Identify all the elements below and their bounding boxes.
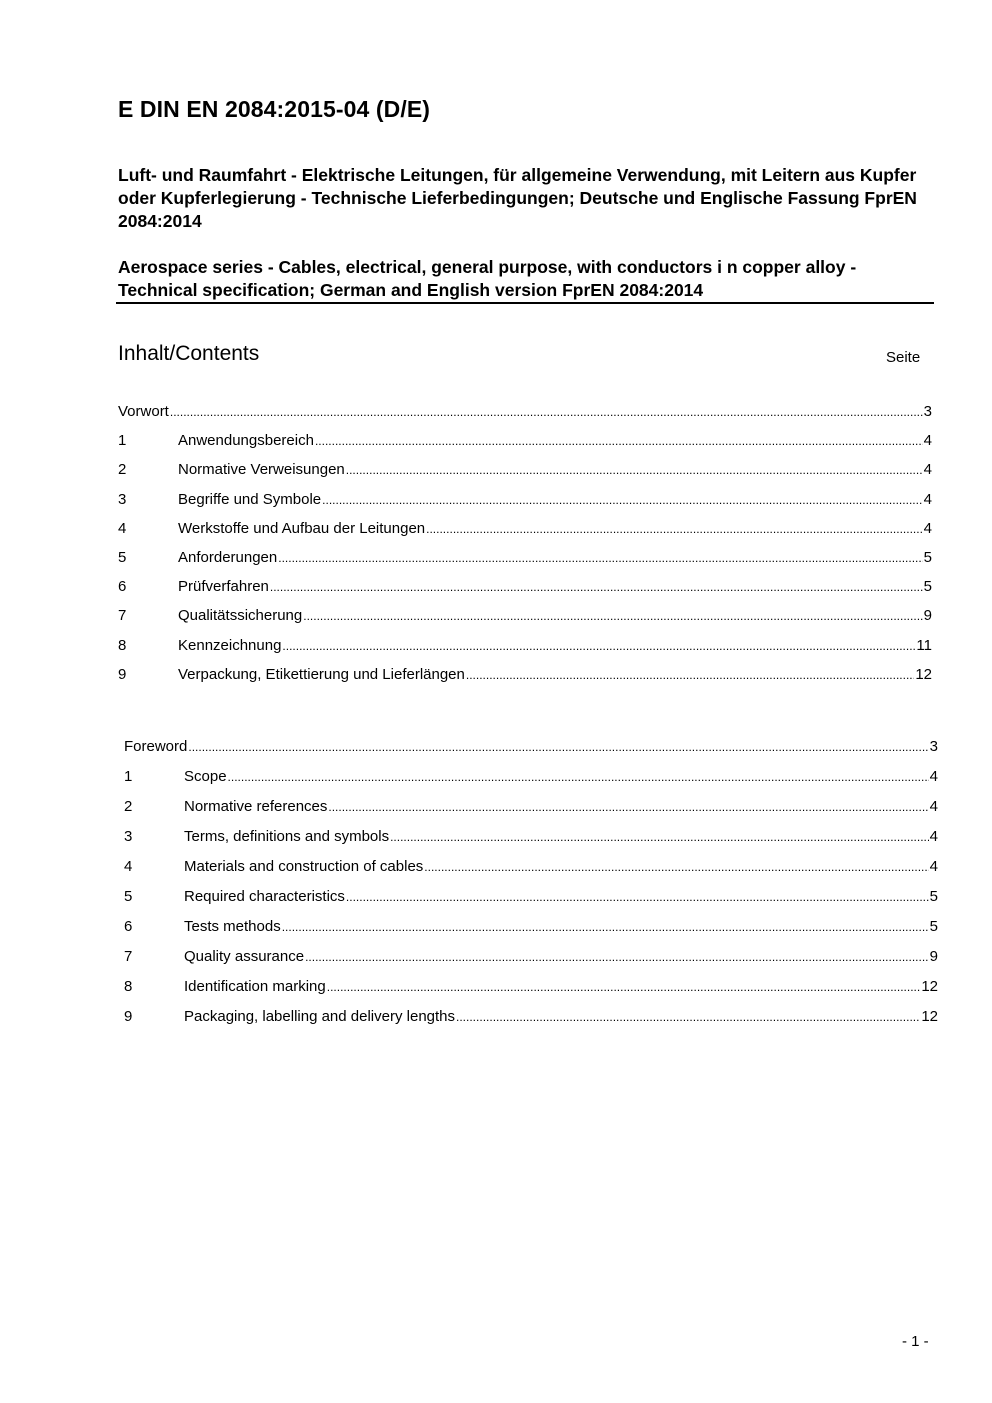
toc-entry[interactable] xyxy=(118,606,932,626)
toc-leader-dots xyxy=(322,490,923,510)
toc-entry-number: 5 xyxy=(118,549,127,566)
toc-entry-number: 6 xyxy=(124,918,133,935)
toc-entry-number: 9 xyxy=(118,665,127,683)
toc-entry-number: 8 xyxy=(118,636,127,654)
toc-entry-page: 9 xyxy=(929,948,938,965)
toc-entry-label: Materials and construction of cables xyxy=(184,858,424,875)
toc-leader-dots xyxy=(346,460,923,480)
toc-leader-dots xyxy=(328,797,928,817)
toc-leader-dots xyxy=(188,737,928,757)
toc-entry-label: Required characteristics xyxy=(184,888,345,905)
toc-entry[interactable] xyxy=(124,767,938,787)
toc-leader-dots xyxy=(282,636,915,656)
toc-leader-dots xyxy=(390,827,929,847)
toc-entry[interactable] xyxy=(124,947,938,967)
toc-leader-dots xyxy=(456,1007,920,1027)
toc-entry[interactable] xyxy=(118,519,932,539)
toc-entry-label: Kennzeichnung xyxy=(178,636,282,654)
toc-entry-page: 5 xyxy=(923,578,932,596)
subtitle-german: Luft- und Raumfahrt - Elektrische Leitungen, für allgemeine Verwendung, mit Leitern aus Kupfer oder Kupferlegierung - Technische Lieferbedingungen; Deutsche und Englische Fassung FprEN 2084:2014 xyxy=(118,165,917,231)
toc-entry-page: 3 xyxy=(929,738,938,755)
toc-entry-label: Scope xyxy=(184,768,227,785)
toc-entry[interactable] xyxy=(124,827,938,847)
toc-entry[interactable] xyxy=(118,431,932,451)
toc-leader-dots xyxy=(426,519,923,539)
toc-entry-label: Anforderungen xyxy=(178,549,278,566)
subtitle-english: Aerospace series - Cables, electrical, general purpose, with conductors i n copper alloy - Technical specification; German and English version FprEN 2084:2014 xyxy=(118,257,857,300)
toc-leader-dots xyxy=(278,548,922,568)
toc-entry[interactable] xyxy=(124,1007,938,1027)
toc-entry[interactable] xyxy=(118,460,932,480)
toc-entry-label: Identification marking xyxy=(184,978,326,995)
toc-entry-number: 1 xyxy=(118,432,127,450)
toc-entry[interactable] xyxy=(124,917,938,937)
toc-entry[interactable] xyxy=(118,636,932,656)
toc-entry[interactable] xyxy=(124,977,938,997)
toc-entry-page: 4 xyxy=(923,432,932,450)
toc-leader-dots xyxy=(270,577,923,597)
toc-leader-dots xyxy=(424,857,928,877)
toc-entry-label: Qualitätssicherung xyxy=(178,607,303,625)
document-title: E DIN EN 2084:2015-04 (D/E) xyxy=(118,96,431,122)
toc-entry-page: 4 xyxy=(929,768,938,785)
toc-leader-dots xyxy=(228,767,929,787)
toc-leader-dots xyxy=(466,665,914,685)
toc-leader-dots xyxy=(282,917,929,937)
toc-entry-label: Tests methods xyxy=(184,918,281,935)
toc-entry-page: 4 xyxy=(929,828,938,845)
toc-entry-page: 12 xyxy=(915,665,932,683)
toc-leader-dots xyxy=(303,606,922,626)
toc-entry-page: 5 xyxy=(923,549,932,566)
toc-entry-page: 4 xyxy=(923,461,932,479)
toc-entry-page: 12 xyxy=(921,1008,938,1025)
toc-entry-number: 2 xyxy=(118,461,127,479)
contents-heading: Inhalt/Contents xyxy=(118,342,260,365)
toc-entry-label: Normative Verweisungen xyxy=(178,461,345,479)
toc-entry[interactable] xyxy=(124,797,938,817)
toc-entry[interactable] xyxy=(124,887,938,907)
toc-entry-label: Vorwort xyxy=(118,403,169,420)
toc-entry-page: 9 xyxy=(923,607,932,625)
toc-leader-dots xyxy=(315,431,923,451)
title-divider xyxy=(116,302,934,304)
toc-entry-number: 7 xyxy=(124,948,133,965)
toc-entry-number: 2 xyxy=(124,798,133,815)
toc-entry-page: 12 xyxy=(921,978,938,995)
toc-entry[interactable] xyxy=(118,490,932,510)
toc-entry-number: 8 xyxy=(124,978,133,995)
toc-entry-page: 4 xyxy=(923,490,932,508)
toc-entry-page: 3 xyxy=(923,403,932,420)
toc-entry-number: 4 xyxy=(124,858,133,875)
toc-entry-number: 7 xyxy=(118,607,127,625)
toc-entry[interactable] xyxy=(124,857,938,877)
toc-entry-label: Anwendungsbereich xyxy=(178,432,314,450)
toc-entry-number: 6 xyxy=(118,578,127,596)
toc-entry-label: Prüfverfahren xyxy=(178,578,269,596)
page-column-label: Seite xyxy=(886,349,921,366)
toc-entry-number: 5 xyxy=(124,888,133,905)
toc-leader-dots xyxy=(346,887,929,907)
toc-entry-page: 4 xyxy=(929,858,938,875)
toc-entry-label: Werkstoffe und Aufbau der Leitungen xyxy=(178,519,426,537)
toc-entry-page: 11 xyxy=(916,636,932,654)
toc-entry[interactable] xyxy=(118,402,932,422)
toc-leader-dots xyxy=(327,977,921,997)
toc-entry-label: Packaging, labelling and delivery lengths xyxy=(184,1008,456,1025)
toc-leader-dots xyxy=(170,402,923,422)
toc-entry-number: 4 xyxy=(118,519,127,537)
toc-entry-label: Terms, definitions and symbols xyxy=(184,828,390,845)
toc-entry-number: 1 xyxy=(124,768,133,785)
toc-entry-label: Begriffe und Symbole xyxy=(178,490,322,508)
toc-entry-number: 9 xyxy=(124,1008,133,1025)
toc-entry[interactable] xyxy=(118,665,932,685)
toc-entry-label: Normative references xyxy=(184,798,328,815)
page-number-footer: - 1 - xyxy=(902,1333,929,1350)
toc-entry-page: 5 xyxy=(929,888,938,905)
toc-entry[interactable] xyxy=(118,548,932,568)
toc-entry-page: 4 xyxy=(929,798,938,815)
toc-entry-page: 4 xyxy=(923,519,932,537)
toc-entry-number: 3 xyxy=(118,490,127,508)
toc-entry-page: 5 xyxy=(929,918,938,935)
toc-entry[interactable] xyxy=(118,577,932,597)
toc-entry-number: 3 xyxy=(124,828,133,845)
toc-entry[interactable] xyxy=(124,737,938,757)
toc-leader-dots xyxy=(305,947,929,967)
toc-entry-label: Quality assurance xyxy=(184,948,305,965)
toc-entry-label: Foreword xyxy=(124,738,188,755)
toc-entry-label: Verpackung, Etikettierung und Lieferlängen xyxy=(178,665,465,683)
